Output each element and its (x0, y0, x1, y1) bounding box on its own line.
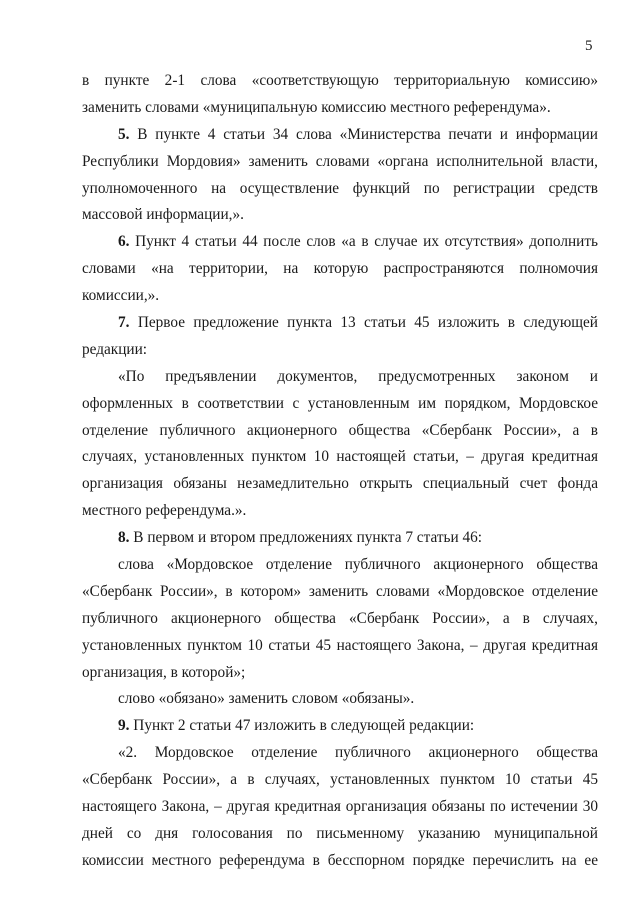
line-text: словами «на территории, на которую распространяются полномочия (82, 260, 598, 278)
line-text: Пункт 2 статьи 47 изложить в следующей редакции: (129, 717, 475, 735)
text-line (82, 498, 598, 525)
text-line (82, 337, 598, 364)
text-line (82, 660, 598, 687)
text-line (82, 821, 598, 848)
text-line (82, 848, 598, 875)
text-line (82, 633, 598, 660)
text-line (82, 364, 598, 391)
line-text: слово «обязано» заменить словом «обязаны». (118, 690, 415, 708)
text-line (82, 471, 598, 498)
line-text: слова «Мордовское отделение публичного акционерного общества (118, 556, 598, 574)
item-number: 9. (118, 717, 130, 735)
text-line (82, 767, 598, 794)
item-number: 8. (118, 529, 130, 547)
line-text: уполномоченного на осуществление функций по регистрации средств (82, 179, 598, 197)
line-text: местного референдума.». (82, 502, 247, 520)
text-line (82, 310, 598, 337)
line-text: В пункте 4 статьи 34 слова «Министерства печати и информации (129, 125, 598, 143)
text-line (82, 686, 598, 713)
text-line (82, 794, 598, 821)
text-line (82, 525, 598, 552)
line-text: организация, в которой»; (82, 663, 246, 681)
text-line (82, 552, 598, 579)
line-text: «Сбербанк России», а в случаях, установленных пунктом 10 статьи 45 (82, 771, 598, 789)
text-line (82, 68, 598, 95)
line-text: настоящего Закона, – другая кредитная организация обязаны по истечении 30 (82, 798, 598, 816)
item-number: 7. (118, 314, 130, 332)
text-line (82, 256, 598, 283)
text-line (82, 283, 598, 310)
line-text: Республики Мордовия» заменить словами «органа исполнительной власти, (82, 152, 598, 170)
text-line (82, 444, 598, 471)
text-line (82, 713, 598, 740)
text-line (82, 579, 598, 606)
item-number: 5. (118, 125, 130, 143)
text-line (82, 391, 598, 418)
line-text: «Сбербанк России», в котором» заменить словами «Мордовское отделение (82, 582, 598, 600)
text-line (82, 606, 598, 633)
text-line (82, 202, 598, 229)
page-number: 5 (585, 38, 593, 54)
line-text: заменить словами «муниципальную комиссию местного референдума». (82, 98, 551, 116)
line-text: комиссии,». (82, 287, 160, 305)
line-text: публичного акционерного общества «Сбербанк России», а в случаях, (82, 609, 598, 627)
line-text: комиссии местного референдума в бесспорном порядке перечислить на ее (82, 851, 598, 869)
line-text: массовой информации,». (82, 206, 244, 224)
line-text: дней со дня голосования по письменному указанию муниципальной (82, 824, 598, 842)
line-text: оформленных в соответствии с установленным им порядком, Мордовское (82, 394, 598, 412)
text-line (82, 122, 598, 149)
line-text: «2. Мордовское отделение публичного акционерного общества (118, 744, 598, 762)
text-line (82, 418, 598, 445)
text-line (82, 149, 598, 176)
line-text: случаях, установленных пунктом 10 настоящей статьи, – другая кредитная (82, 448, 598, 466)
line-text: установленных пунктом 10 статьи 45 настоящего Закона, – другая кредитная (82, 636, 598, 654)
item-number: 6. (118, 233, 130, 251)
line-text: организация обязаны незамедлительно открыть специальный счет фонда (82, 475, 598, 493)
text-line (82, 229, 598, 256)
document-body (82, 68, 598, 875)
text-line (82, 176, 598, 203)
line-text: «По предъявлении документов, предусмотренных законом и (118, 367, 598, 385)
line-text: В первом и втором предложениях пункта 7 статьи 46: (129, 529, 483, 547)
line-text: отделение публичного акционерного общества «Сбербанк России», а в (82, 421, 598, 439)
line-text: в пункте 2-1 слова «соответствующую территориальную комиссию» (82, 72, 598, 89)
line-text: редакции: (82, 340, 148, 358)
text-line (82, 95, 598, 122)
text-line (82, 740, 598, 767)
line-text: Пункт 4 статьи 44 после слов «а в случае их отсутствия» дополнить (129, 233, 598, 251)
line-text: Первое предложение пункта 13 статьи 45 изложить в следующей (129, 314, 598, 332)
